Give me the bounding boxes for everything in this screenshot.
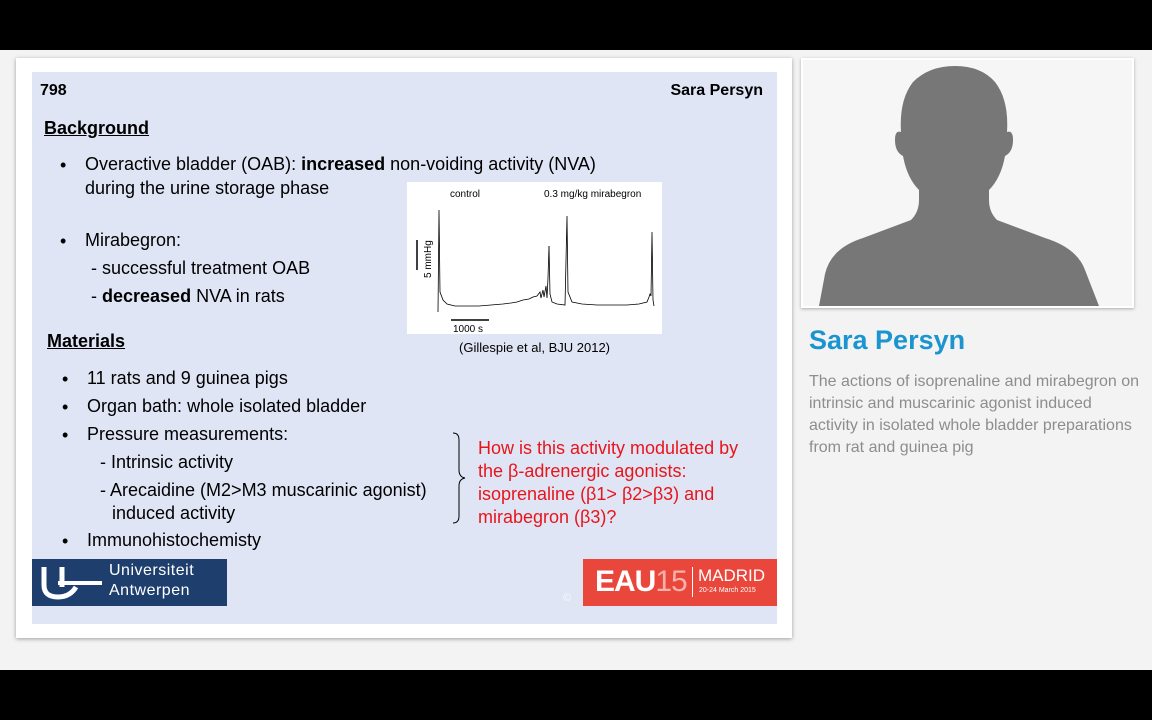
speaker-photo-panel[interactable]: [801, 58, 1134, 308]
copyright-mark: ©: [563, 592, 572, 604]
logo-eau-city: MADRID: [698, 566, 766, 585]
research-question: How is this activity modulated by the β-adrenergic agonists: isoprenaline (β1> β2>β3) and mirabegron (β3)?: [478, 438, 739, 527]
person-silhouette-icon: [803, 60, 1132, 306]
background-heading: Background: [44, 118, 150, 138]
speaker-photo: [803, 60, 1132, 306]
pressure-trace-chart: [407, 182, 662, 334]
background-sub-decreased: - decreased NVA in rats: [91, 286, 285, 306]
logo-university-line2: Antwerpen: [109, 582, 190, 599]
bullet-marker: •: [62, 425, 69, 445]
trace-mirabegron: [549, 216, 654, 306]
figure-caption: (Gillespie et al, BJU 2012): [459, 340, 611, 355]
y-scale-label: 5 mmHg: [423, 240, 434, 278]
x-scale-label: 1000 s: [453, 324, 484, 334]
brace-icon: [450, 432, 466, 524]
figure-label-drug: 0.3 mg/kg mirabegron: [544, 189, 642, 200]
background-bullet-oab-line2: during the urine storage phase: [85, 178, 330, 198]
materials-bullet-pressure: Pressure measurements:: [87, 424, 289, 444]
materials-sub-arecaidine: - Arecaidine (M2>M3 muscarinic agonist): [100, 480, 427, 500]
presentation-stage: [0, 50, 1152, 670]
bullet-marker: •: [62, 397, 69, 417]
background-sub-successful: - successful treatment OAB: [91, 258, 311, 278]
university-emblem-icon: [36, 563, 106, 603]
slide: [32, 72, 777, 624]
bullet-marker: •: [62, 531, 69, 551]
background-bullet-oab: Overactive bladder (OAB): increased non-voiding activity (NVA): [85, 154, 596, 174]
materials-bullet-organ-bath: Organ bath: whole isolated bladder: [87, 396, 367, 416]
logo-university-line1: Universiteit: [109, 562, 195, 579]
universiteit-antwerpen-logo: [32, 559, 227, 606]
slide-panel[interactable]: [16, 58, 792, 638]
abstract-number: 798: [40, 82, 67, 99]
eau15-logo: [583, 559, 777, 606]
logo-divider: [692, 567, 693, 597]
materials-sub-arecaidine-line2: induced activity: [112, 503, 236, 523]
logo-eau-text: EAU15: [595, 565, 687, 598]
bullet-marker: •: [62, 369, 69, 389]
talk-title: The actions of isoprenaline and mirabegron on intrinsic and muscarinic agonist induced activity in isolated whole bladder preparations from rat and guinea pig: [809, 373, 1139, 456]
pressure-trace-figure: [407, 182, 662, 334]
materials-heading: Materials: [47, 331, 126, 351]
materials-bullet-animals: 11 rats and 9 guinea pigs: [87, 368, 288, 388]
trace-control: [438, 210, 549, 312]
background-bullet-mirabegron: Mirabegron:: [85, 230, 182, 250]
bullet-marker: •: [60, 155, 67, 175]
slide-author: Sara Persyn: [670, 82, 763, 99]
materials-bullet-ihc: Immunohistochemisty: [87, 530, 262, 550]
materials-sub-intrinsic: - Intrinsic activity: [100, 452, 234, 472]
figure-label-control: control: [450, 189, 481, 200]
logo-eau-dates: 20-24 March 2015: [699, 587, 756, 594]
speaker-name: Sara Persyn: [809, 325, 966, 355]
bullet-marker: •: [60, 231, 67, 251]
